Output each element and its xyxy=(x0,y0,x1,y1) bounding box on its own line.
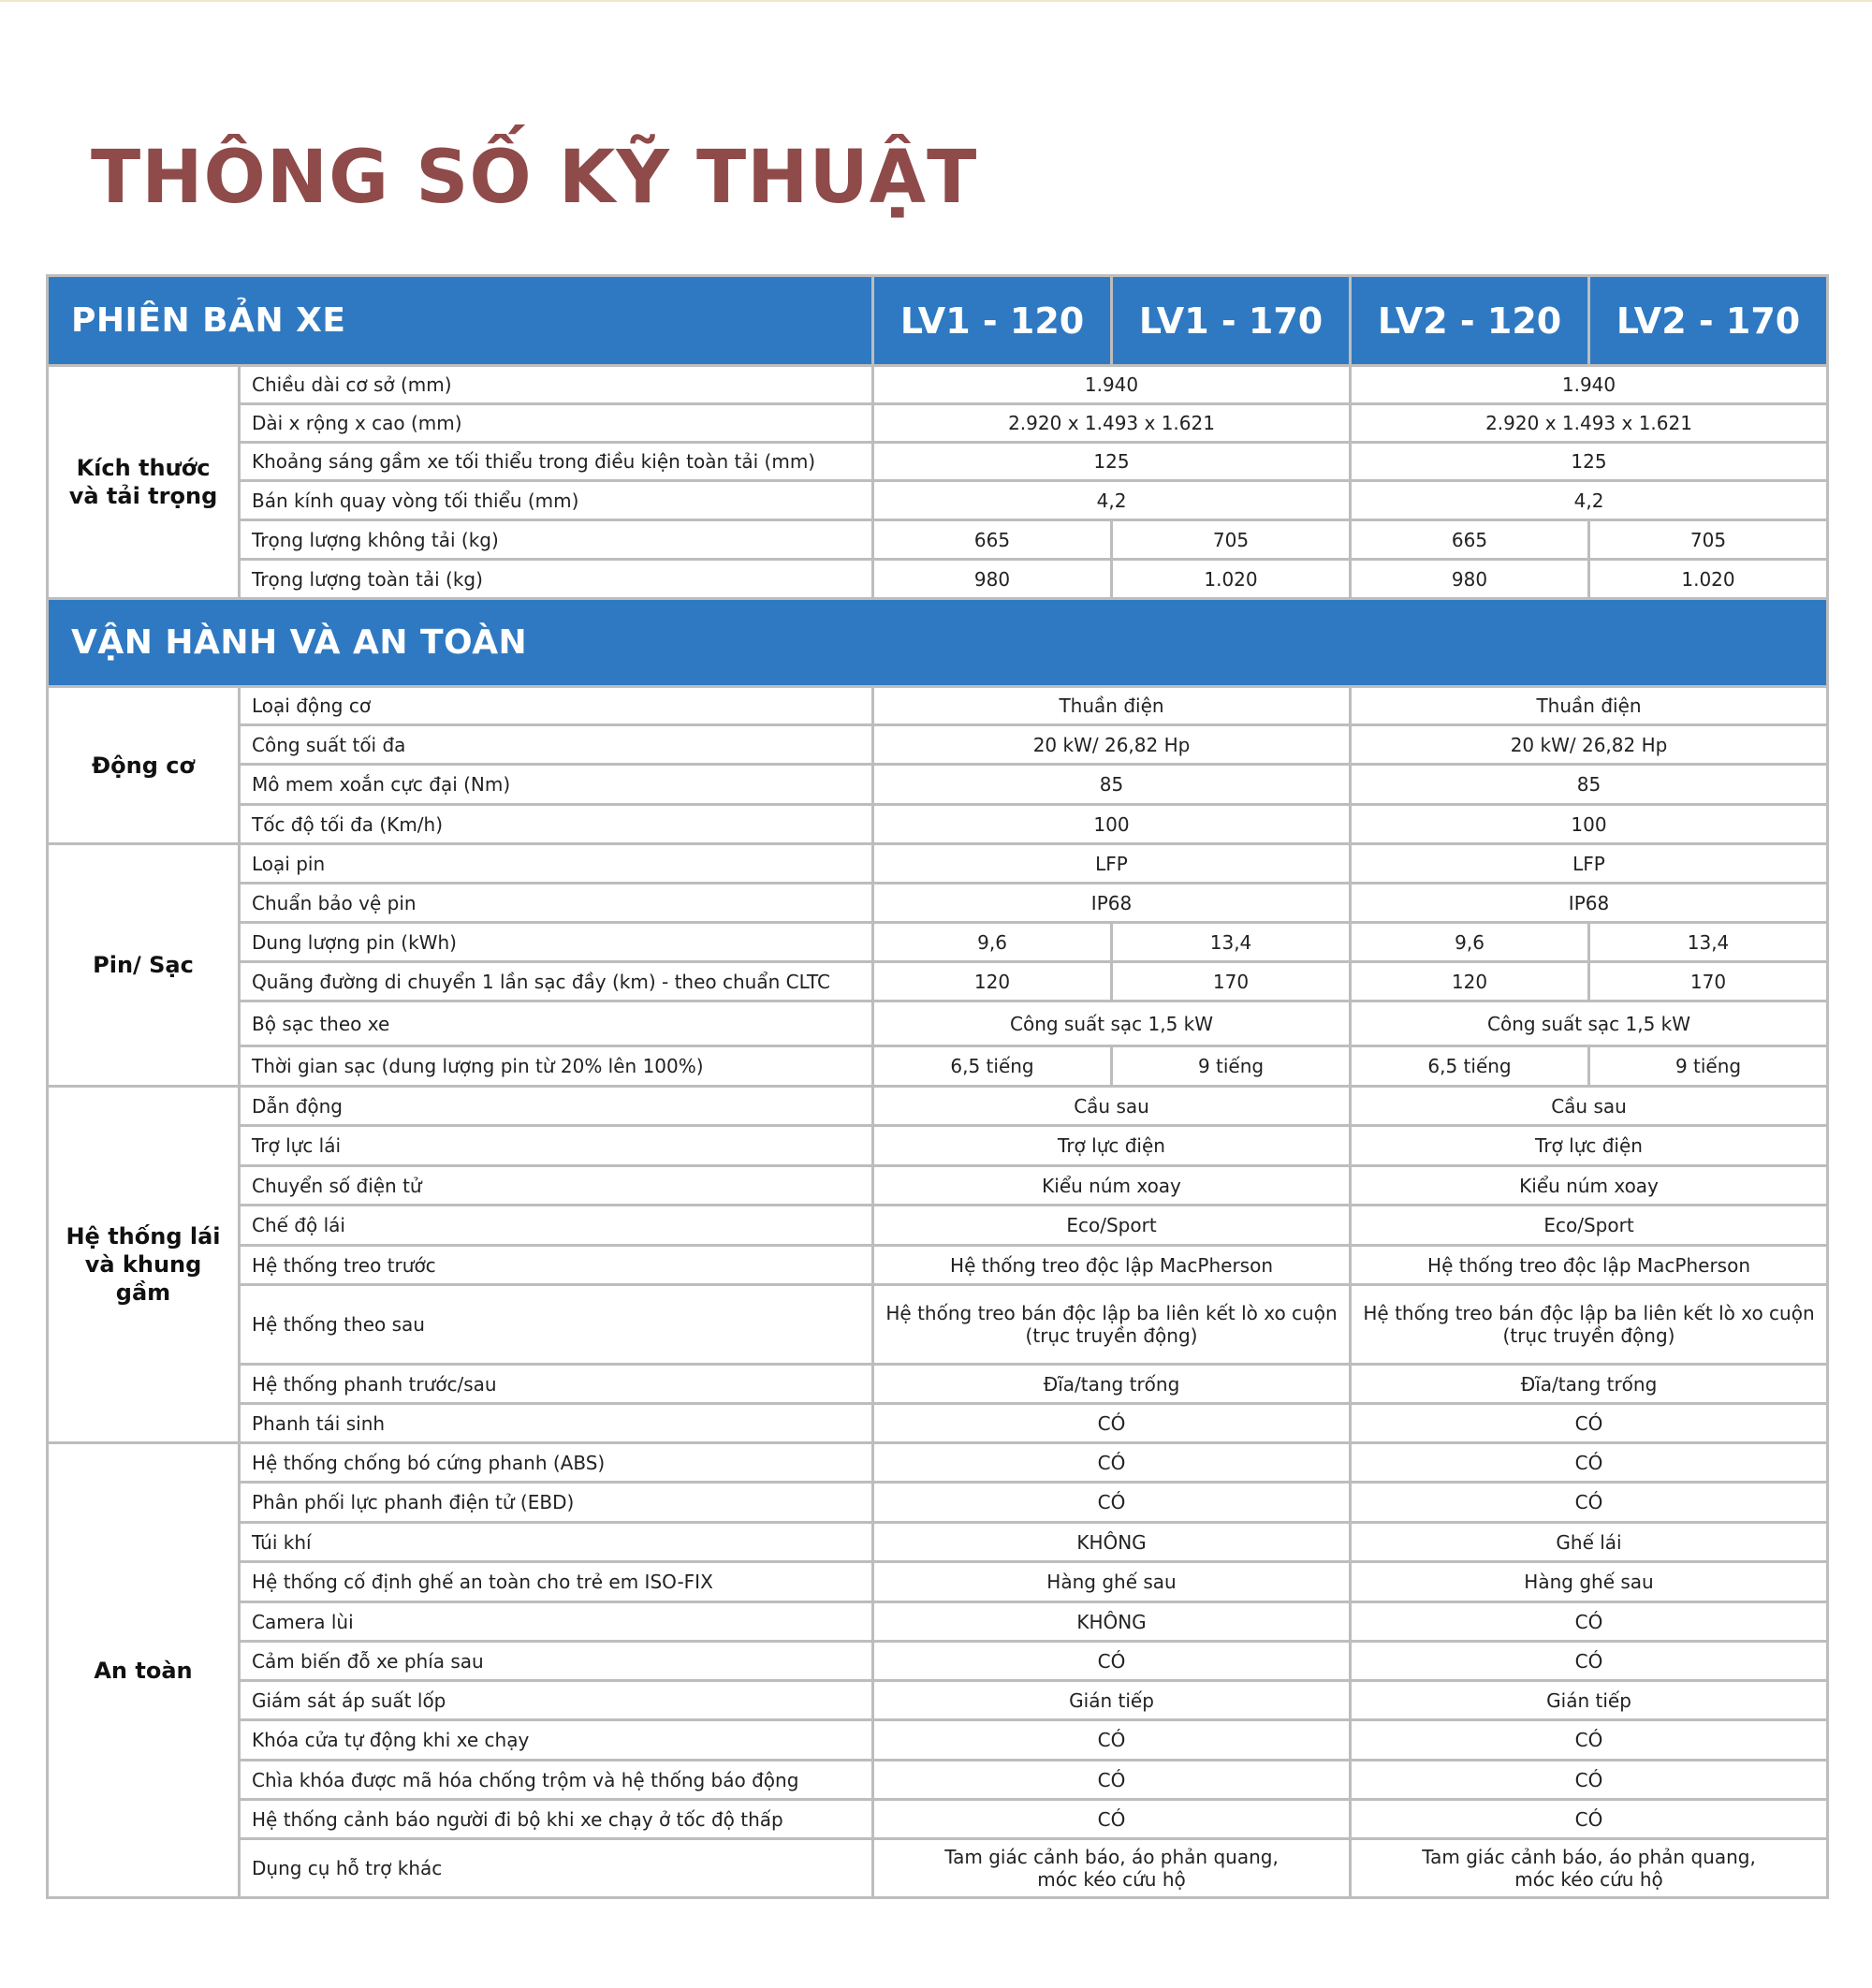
spec-value: CÓ xyxy=(1351,1404,1828,1443)
spec-value: 9,6 xyxy=(1351,923,1589,962)
spec-value: 4,2 xyxy=(1351,481,1828,520)
spec-label: Chìa khóa được mã hóa chống trộm và hệ thống báo động xyxy=(240,1761,873,1800)
page-title: THÔNG SỐ KỸ THUẬT xyxy=(91,136,978,220)
group-label-g3: Pin/ Sạc xyxy=(48,844,240,1087)
spec-label: Trợ lực lái xyxy=(240,1126,873,1166)
table-row xyxy=(48,923,1828,962)
spec-value: 705 xyxy=(1112,520,1351,560)
version-4: LV2 - 170 xyxy=(1589,276,1828,366)
spec-value: 125 xyxy=(1351,443,1828,481)
table-row xyxy=(48,1839,1828,1898)
spec-value: Gián tiếp xyxy=(873,1681,1351,1720)
spec-label: Chiều dài cơ sở (mm) xyxy=(240,366,873,404)
spec-value: CÓ xyxy=(873,1761,1351,1800)
spec-value: IP68 xyxy=(1351,884,1828,923)
table-row xyxy=(48,1404,1828,1443)
spec-value: 125 xyxy=(873,443,1351,481)
table-row xyxy=(48,1046,1828,1087)
spec-label: Hệ thống cảnh báo người đi bộ khi xe chạy ở tốc độ thấp xyxy=(240,1800,873,1839)
spec-value: Đĩa/tang trống xyxy=(873,1365,1351,1404)
spec-value: 1.020 xyxy=(1589,560,1828,599)
spec-value: Hàng ghế sau xyxy=(1351,1562,1828,1602)
spec-label: Loại động cơ xyxy=(240,687,873,725)
version-header-row xyxy=(48,276,1828,366)
group-label-g5: An toàn xyxy=(48,1443,240,1898)
spec-value: Hệ thống treo bán độc lập ba liên kết lò xo cuộn (trục truyền động) xyxy=(873,1285,1351,1365)
table-row xyxy=(48,1562,1828,1602)
table-row xyxy=(48,520,1828,560)
spec-label: Cảm biến đỗ xe phía sau xyxy=(240,1642,873,1681)
table-row xyxy=(48,765,1828,805)
spec-value: 665 xyxy=(1351,520,1589,560)
spec-label: Tốc độ tối đa (Km/h) xyxy=(240,805,873,844)
spec-label: Túi khí xyxy=(240,1523,873,1562)
table-row xyxy=(48,1761,1828,1800)
spec-label: Camera lùi xyxy=(240,1602,873,1642)
spec-value: Hệ thống treo độc lập MacPherson xyxy=(873,1246,1351,1285)
spec-value: 6,5 tiếng xyxy=(1351,1046,1589,1087)
spec-value: LFP xyxy=(1351,844,1828,884)
spec-value: Thuần điện xyxy=(873,687,1351,725)
table-row xyxy=(48,1285,1828,1365)
spec-value: IP68 xyxy=(873,884,1351,923)
spec-value: CÓ xyxy=(873,1642,1351,1681)
spec-value: 6,5 tiếng xyxy=(873,1046,1112,1087)
spec-label: Dung lượng pin (kWh) xyxy=(240,923,873,962)
spec-value: Ghế lái xyxy=(1351,1523,1828,1562)
table-row xyxy=(48,1720,1828,1761)
version-3: LV2 - 120 xyxy=(1351,276,1589,366)
spec-value: 1.020 xyxy=(1112,560,1351,599)
spec-value: Công suất sạc 1,5 kW xyxy=(1351,1001,1828,1046)
group-label-g1: Kích thước và tải trọng xyxy=(48,366,240,599)
spec-label: Bán kính quay vòng tối thiểu (mm) xyxy=(240,481,873,520)
spec-value: 9,6 xyxy=(873,923,1112,962)
spec-value: CÓ xyxy=(1351,1720,1828,1761)
table-row xyxy=(48,1166,1828,1206)
spec-value: Kiểu núm xoay xyxy=(873,1166,1351,1206)
spec-value: 980 xyxy=(873,560,1112,599)
table-row xyxy=(48,443,1828,481)
spec-label: Chế độ lái xyxy=(240,1206,873,1246)
spec-label: Loại pin xyxy=(240,844,873,884)
table-row xyxy=(48,1642,1828,1681)
spec-label: Hệ thống theo sau xyxy=(240,1285,873,1365)
spec-value: 2.920 x 1.493 x 1.621 xyxy=(1351,404,1828,443)
spec-value: Kiểu núm xoay xyxy=(1351,1166,1828,1206)
spec-value: Hệ thống treo bán độc lập ba liên kết lò xo cuộn (trục truyền động) xyxy=(1351,1285,1828,1365)
spec-label: Hệ thống phanh trước/sau xyxy=(240,1365,873,1404)
table-row xyxy=(48,844,1828,884)
table-row xyxy=(48,1602,1828,1642)
spec-label: Dụng cụ hỗ trợ khác xyxy=(240,1839,873,1898)
spec-label: Thời gian sạc (dung lượng pin từ 20% lên 100%) xyxy=(240,1046,873,1087)
spec-label: Khóa cửa tự động khi xe chạy xyxy=(240,1720,873,1761)
spec-label: Trọng lượng không tải (kg) xyxy=(240,520,873,560)
spec-value: Tam giác cảnh báo, áo phản quang, móc kéo cứu hộ xyxy=(1351,1839,1828,1898)
spec-value: Eco/Sport xyxy=(873,1206,1351,1246)
table-row xyxy=(48,404,1828,443)
spec-value: Cầu sau xyxy=(1351,1087,1828,1126)
table-row xyxy=(48,1126,1828,1166)
table-row xyxy=(48,687,1828,725)
spec-label: Mô mem xoắn cực đại (Nm) xyxy=(240,765,873,805)
table-row xyxy=(48,481,1828,520)
table-row xyxy=(48,805,1828,844)
spec-label: Công suất tối đa xyxy=(240,725,873,765)
spec-value: 100 xyxy=(1351,805,1828,844)
spec-value: Tam giác cảnh báo, áo phản quang, móc kéo cứu hộ xyxy=(873,1839,1351,1898)
spec-value: CÓ xyxy=(873,1720,1351,1761)
spec-value: 20 kW/ 26,82 Hp xyxy=(1351,725,1828,765)
spec-value: 85 xyxy=(1351,765,1828,805)
spec-label: Quãng đường di chuyển 1 lần sạc đầy (km) - theo chuẩn CLTC xyxy=(240,962,873,1001)
spec-label: Hệ thống treo trước xyxy=(240,1246,873,1285)
table-row xyxy=(48,1443,1828,1483)
spec-value: Cầu sau xyxy=(873,1087,1351,1126)
version-1: LV1 - 120 xyxy=(873,276,1112,366)
spec-label: Dài x rộng x cao (mm) xyxy=(240,404,873,443)
spec-value: Hệ thống treo độc lập MacPherson xyxy=(1351,1246,1828,1285)
spec-value: 980 xyxy=(1351,560,1589,599)
spec-label: Khoảng sáng gầm xe tối thiểu trong điều kiện toàn tải (mm) xyxy=(240,443,873,481)
spec-table xyxy=(46,274,1829,1899)
spec-value: CÓ xyxy=(1351,1761,1828,1800)
spec-value: KHÔNG xyxy=(873,1523,1351,1562)
spec-label: Giám sát áp suất lốp xyxy=(240,1681,873,1720)
spec-value: Đĩa/tang trống xyxy=(1351,1365,1828,1404)
table-row xyxy=(48,1365,1828,1404)
spec-value: 13,4 xyxy=(1112,923,1351,962)
section-title: VẬN HÀNH VÀ AN TOÀN xyxy=(48,599,1828,687)
spec-value: Hàng ghế sau xyxy=(873,1562,1351,1602)
spec-value: 665 xyxy=(873,520,1112,560)
spec-value: 1.940 xyxy=(873,366,1351,404)
table-row xyxy=(48,366,1828,404)
spec-value: Gián tiếp xyxy=(1351,1681,1828,1720)
spec-label: Trọng lượng toàn tải (kg) xyxy=(240,560,873,599)
section-header-row xyxy=(48,599,1828,687)
spec-value: Trợ lực điện xyxy=(873,1126,1351,1166)
table-row xyxy=(48,1246,1828,1285)
spec-value: 2.920 x 1.493 x 1.621 xyxy=(873,404,1351,443)
spec-value: 170 xyxy=(1589,962,1828,1001)
group-label-g4: Hệ thống lái và khung gầm xyxy=(48,1087,240,1443)
spec-label: Bộ sạc theo xe xyxy=(240,1001,873,1046)
table-row xyxy=(48,725,1828,765)
spec-value: 9 tiếng xyxy=(1589,1046,1828,1087)
spec-value: CÓ xyxy=(873,1800,1351,1839)
table-row xyxy=(48,962,1828,1001)
spec-label: Chuẩn bảo vệ pin xyxy=(240,884,873,923)
spec-value: CÓ xyxy=(1351,1483,1828,1523)
table-row xyxy=(48,1087,1828,1126)
table-row xyxy=(48,1800,1828,1839)
table-row xyxy=(48,884,1828,923)
spec-value: 1.940 xyxy=(1351,366,1828,404)
top-rule xyxy=(0,0,1872,2)
spec-value: CÓ xyxy=(1351,1800,1828,1839)
spec-value: 100 xyxy=(873,805,1351,844)
spec-value: Thuần điện xyxy=(1351,687,1828,725)
spec-value: KHÔNG xyxy=(873,1602,1351,1642)
spec-value: 705 xyxy=(1589,520,1828,560)
table-row xyxy=(48,1001,1828,1046)
spec-value: 85 xyxy=(873,765,1351,805)
table-row xyxy=(48,560,1828,599)
spec-value: CÓ xyxy=(1351,1443,1828,1483)
table-row xyxy=(48,1483,1828,1523)
spec-value: Công suất sạc 1,5 kW xyxy=(873,1001,1351,1046)
spec-value: 120 xyxy=(1351,962,1589,1001)
spec-value: CÓ xyxy=(1351,1602,1828,1642)
spec-value: Trợ lực điện xyxy=(1351,1126,1828,1166)
spec-value: 20 kW/ 26,82 Hp xyxy=(873,725,1351,765)
spec-value: Eco/Sport xyxy=(1351,1206,1828,1246)
spec-label: Hệ thống cố định ghế an toàn cho trẻ em ISO-FIX xyxy=(240,1562,873,1602)
spec-value: CÓ xyxy=(873,1483,1351,1523)
spec-label: Phân phối lực phanh điện tử (EBD) xyxy=(240,1483,873,1523)
spec-value: 9 tiếng xyxy=(1112,1046,1351,1087)
spec-value: 170 xyxy=(1112,962,1351,1001)
spec-value: 4,2 xyxy=(873,481,1351,520)
version-2: LV1 - 170 xyxy=(1112,276,1351,366)
spec-value: CÓ xyxy=(873,1404,1351,1443)
table-row xyxy=(48,1206,1828,1246)
spec-label: Chuyển số điện tử xyxy=(240,1166,873,1206)
spec-value: LFP xyxy=(873,844,1351,884)
table-row xyxy=(48,1681,1828,1720)
spec-label: Hệ thống chống bó cứng phanh (ABS) xyxy=(240,1443,873,1483)
spec-label: Dẫn động xyxy=(240,1087,873,1126)
version-header-label: PHIÊN BẢN XE xyxy=(48,276,873,366)
spec-value: CÓ xyxy=(1351,1642,1828,1681)
table-row xyxy=(48,1523,1828,1562)
spec-value: 120 xyxy=(873,962,1112,1001)
group-label-g2: Động cơ xyxy=(48,687,240,844)
spec-value: 13,4 xyxy=(1589,923,1828,962)
spec-value: CÓ xyxy=(873,1443,1351,1483)
spec-label: Phanh tái sinh xyxy=(240,1404,873,1443)
